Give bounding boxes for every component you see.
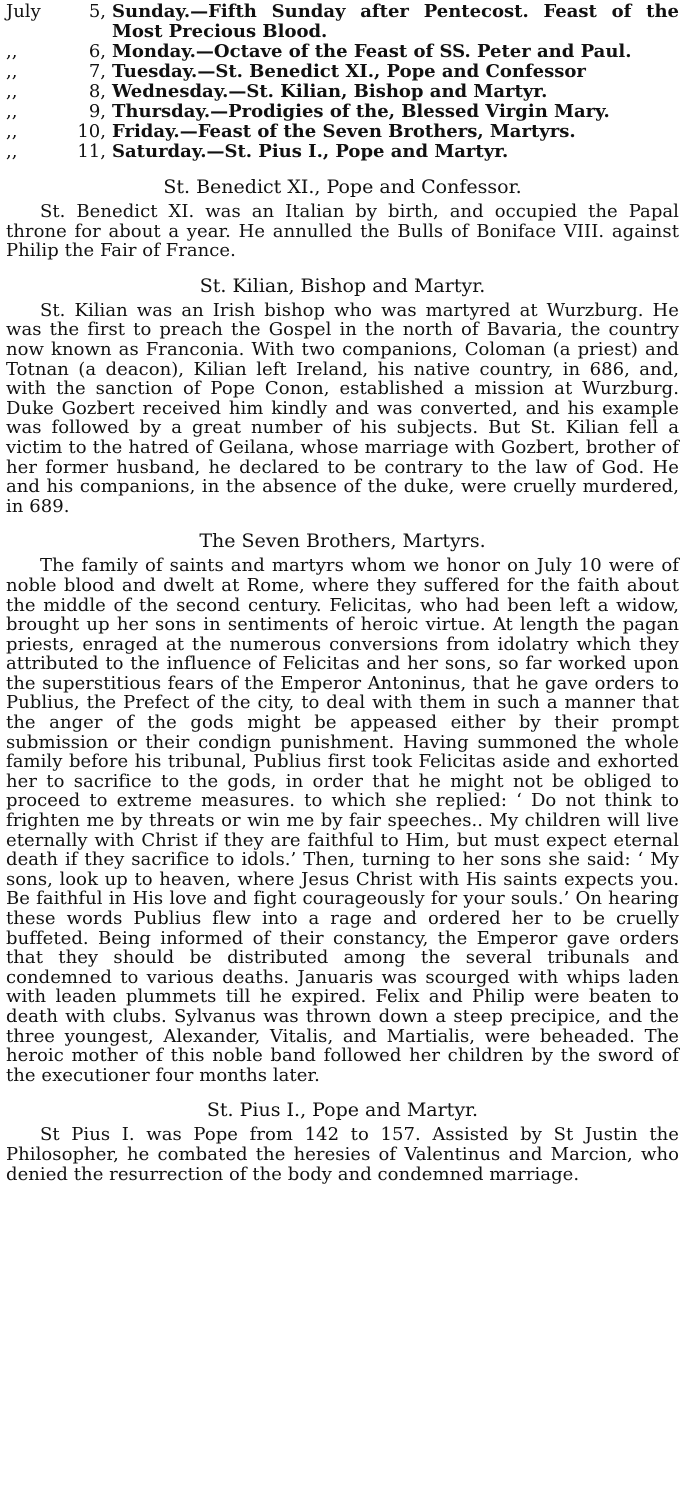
calendar-text: Thursday.—Prodigies of the, Blessed Virgin Mary. (112, 101, 610, 122)
calendar-day: 10, (77, 121, 106, 142)
calendar-entry (6, 102, 679, 122)
calendar-entry (6, 82, 679, 102)
calendar-text: Tuesday.—St. Benedict XI., Pope and Confessor (112, 61, 586, 82)
saint-section (6, 176, 679, 261)
calendar-month: July (6, 1, 41, 22)
calendar-text: Friday.—Feast of the Seven Brothers, Martyrs. (112, 121, 576, 142)
calendar-month: ,, (6, 101, 18, 122)
saint-section (6, 530, 679, 1085)
calendar-text: Saturday.—St. Pius I., Pope and Martyr. (112, 141, 509, 162)
section-body: St. Benedict XI. was an Italian by birth, and occupied the Papal throne for about a year. He annulled the Bulls of Boniface VIII. against Philip the Fair of France. (6, 201, 679, 262)
liturgical-calendar (6, 2, 679, 162)
calendar-month: ,, (6, 141, 18, 162)
calendar-entry (6, 2, 679, 42)
calendar-entry (6, 122, 679, 142)
calendar-month: ,, (6, 121, 18, 142)
calendar-text: Sunday.—Fifth Sunday after Pentecost. Feast of the Most Precious Blood. (112, 1, 679, 42)
section-body: St Pius I. was Pope from 142 to 157. Assisted by St Justin the Philosopher, he combated the heresies of Valentinus and Marcion, who denied the resurrection of the body and condemned marriage. (6, 1124, 679, 1185)
section-title: St. Pius I., Pope and Martyr. (206, 1099, 479, 1122)
calendar-month: ,, (6, 61, 18, 82)
section-body: St. Kilian was an Irish bishop who was martyred at Wurzburg. He was the first to preach the Gospel in the north of Bavaria, the country now known as Franconia. With two companions, Coloman (a priest) and Totnan (a deacon), Kilian left Ireland, his native country, in 686, and, with the sanction of Pope Conon, established a mission at Wurzburg. Duke Gozbert received him kindly and was converted, and his example was followed by a great number of his subjects. But St. Kilian fell a victim to the hatred of Geilana, whose marriage with Gozbert, brother of her former husband, he declared to be contrary to the law of God. He and his companions, in the absence of the duke, were cruelly murdered, in 689. (6, 299, 679, 517)
calendar-entry (6, 62, 679, 82)
calendar-day: 8, (88, 81, 106, 102)
section-title: The Seven Brothers, Martyrs. (199, 530, 486, 553)
section-title: St. Kilian, Bishop and Martyr. (199, 274, 486, 297)
saint-section (6, 275, 679, 517)
calendar-entry (6, 142, 679, 162)
section-body: The family of saints and martyrs whom we honor on July 10 were of noble blood and dwelt at Rome, where they suffered for the faith about the middle of the second century. Felicitas, who had been left a widow, brought up her sons in sentiments of heroic virtue. At length the pagan priests, enraged at the numerous conversions from idolatry which they attributed to the influence of Felicitas and her sons, so far worked upon the superstitious fears of the Emperor Antoninus, that he gave orders to Publius, the Prefect of the city, to deal with them in such a manner that the anger of the gods might be appeased either by their prompt submission or their condign punishment. Having summoned the whole family before his tribunal, Publius first took Felicitas aside and exhorted her to sacrifice to the gods, in order that he might not be obliged to proceed to extreme measures. to which she replied: ‘ Do not think to frighten me by threats or win me by fair speeches.. My children will live eternally with Christ if they are faithful to Him, but must expect eternal death if they sacrifice to idols.’ Then, turning to her sons she said: ‘ My sons, look up to heaven, where Jesus Christ with His saints expects you. Be faithful in His love and fight courageously for your souls.’ On hearing these words Publius flew into a rage and ordered her to be cruelly buffeted. Being informed of their constancy, the Emperor gave orders that they should be distributed among the several tribunals and condemned to various deaths. Januaris was scourged with whips laden with leaden plummets till he expired. Felix and Philip were beaten to death with clubs. Sylvanus was thrown down a steep precipice, and the three youngest, Alexander, Vitalis, and Martialis, were beheaded. The heroic mother of this noble band followed her children by the sword of the executioner four months later. (6, 555, 679, 1086)
calendar-day: 7, (88, 61, 106, 82)
section-title: St. Benedict XI., Pope and Confessor. (163, 176, 522, 198)
calendar-text: Monday.—Octave of the Feast of SS. Peter and Paul. (112, 41, 632, 62)
saint-section (6, 1099, 679, 1184)
calendar-day: 5, (88, 1, 106, 22)
calendar-day: 9, (88, 101, 106, 122)
calendar-entry (6, 42, 679, 62)
calendar-month: ,, (6, 41, 18, 62)
calendar-day: 6, (88, 41, 106, 62)
calendar-day: 11, (77, 141, 106, 162)
calendar-month: ,, (6, 81, 18, 102)
calendar-text: Wednesday.—St. Kilian, Bishop and Martyr. (112, 81, 548, 102)
